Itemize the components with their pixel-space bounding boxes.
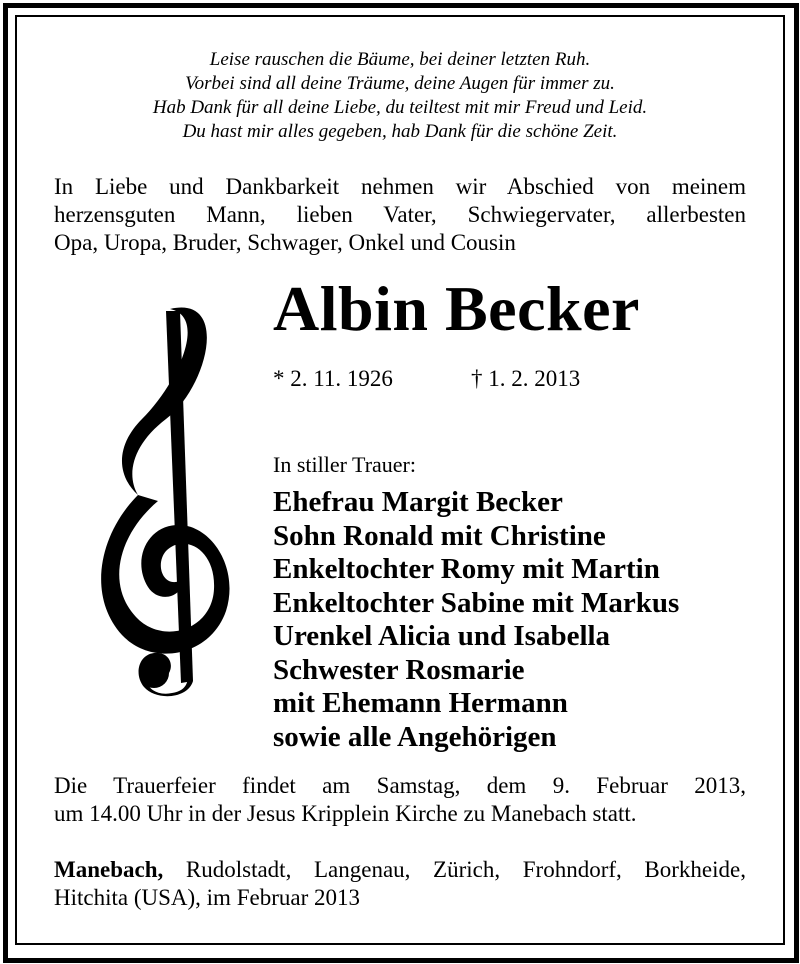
life-dates	[273, 366, 581, 392]
intro-line: herzensguten Mann, lieben Vater, Schwiegervater, allerbesten	[54, 202, 746, 227]
intro-line: In Liebe und Dankbarkeit nehmen wir Abschied von meinem	[54, 174, 746, 199]
intro-line: Opa, Uropa, Bruder, Schwager, Onkel und Cousin	[54, 230, 516, 255]
mourner-line: Sohn Ronald mit Christine	[273, 519, 606, 552]
poem	[0, 48, 800, 144]
mourner-line: Enkeltochter Romy mit Martin	[273, 553, 660, 585]
place-line	[54, 856, 746, 884]
mourner-line: Schwester Rosmarie	[273, 653, 525, 686]
mourners-label: In stiller Trauer:	[273, 452, 416, 477]
mourner-line: Enkeltochter Sabine mit Markus	[273, 586, 680, 619]
place-and-date	[54, 856, 746, 912]
treble-clef-icon	[80, 295, 232, 700]
mourner-line: Ehefrau Margit Becker	[273, 486, 563, 518]
mourners-list	[273, 486, 679, 754]
deceased-name: Albin Becker	[273, 273, 640, 344]
poem-line: Vorbei sind all deine Träume, deine Augen für immer zu.	[185, 73, 615, 94]
mourner-line: sowie alle Angehörigen	[273, 720, 557, 753]
mourner-line: mit Ehemann Hermann	[273, 687, 568, 719]
poem-line: Leise rauschen die Bäume, bei deiner letzten Ruh.	[209, 49, 591, 70]
intro-text	[54, 173, 746, 257]
funeral-service-notice	[54, 772, 746, 828]
mourner-line: Urenkel Alicia und Isabella	[273, 620, 611, 652]
place-line-rest: Rudolstadt, Langenau, Zürich, Frohndorf, Borkheide,	[163, 857, 746, 882]
service-line: Die Trauerfeier findet am Samstag, dem 9. Februar 2013,	[54, 773, 746, 798]
place-line: Hitchita (USA), im Februar 2013	[54, 885, 360, 910]
service-line: um 14.00 Uhr in der Jesus Kripplein Kirche zu Manebach statt.	[54, 801, 637, 826]
birth-date: * 2. 11. 1926	[273, 366, 393, 391]
death-date: † 1. 2. 2013	[471, 366, 581, 391]
poem-line: Hab Dank für all deine Liebe, du teiltest mit mir Freud und Leid.	[152, 97, 648, 118]
place-town: Manebach,	[54, 857, 164, 882]
poem-line: Du hast mir alles gegeben, hab Dank für die schöne Zeit.	[182, 121, 618, 142]
